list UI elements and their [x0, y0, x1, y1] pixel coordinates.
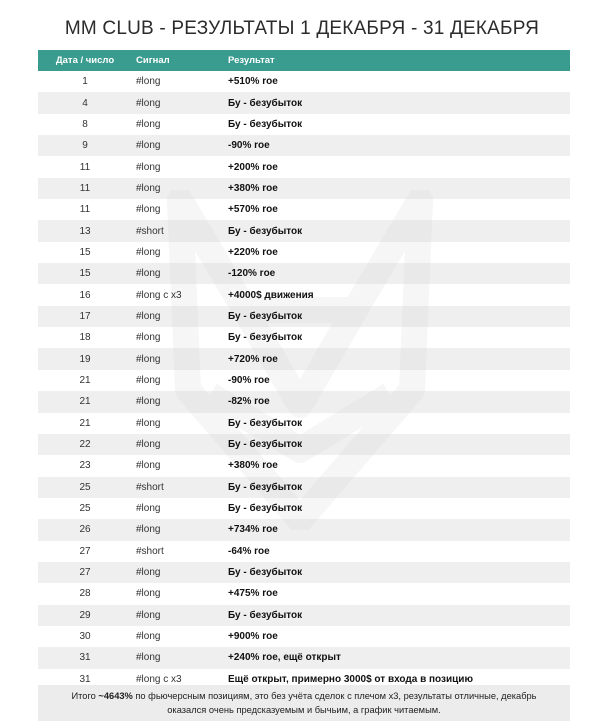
cell-date: 11: [38, 156, 132, 177]
cell-date: 13: [38, 220, 132, 241]
cell-result: Бу - безубыток: [224, 562, 570, 583]
cell-signal: #long: [132, 583, 224, 604]
cell-result: +570% roe: [224, 199, 570, 220]
table-row: [38, 562, 570, 583]
summary-line-2: оказался очень предсказуемым и бычьим, а график читаемым.: [167, 705, 441, 715]
cell-date: 21: [38, 391, 132, 412]
table-row: [38, 284, 570, 305]
cell-signal: #long с x3: [132, 669, 224, 690]
cell-signal: #long: [132, 626, 224, 647]
cell-date: 21: [38, 370, 132, 391]
cell-date: 18: [38, 327, 132, 348]
cell-date: 11: [38, 178, 132, 199]
cell-date: 27: [38, 562, 132, 583]
cell-signal: #long: [132, 135, 224, 156]
cell-signal: #long: [132, 156, 224, 177]
cell-signal: #long: [132, 370, 224, 391]
cell-result: Бу - безубыток: [224, 92, 570, 113]
table-row: [38, 477, 570, 498]
table-row: [38, 647, 570, 668]
cell-signal: #long: [132, 327, 224, 348]
summary-note: [38, 685, 570, 721]
cell-signal: #long: [132, 605, 224, 626]
cell-date: 31: [38, 669, 132, 690]
cell-result: +240% roe, ещё открыт: [224, 647, 570, 668]
cell-result: Бу - безубыток: [224, 605, 570, 626]
table-row: [38, 605, 570, 626]
cell-signal: #long: [132, 562, 224, 583]
cell-signal: #long: [132, 391, 224, 412]
cell-result: -82% roe: [224, 391, 570, 412]
table-row: [38, 242, 570, 263]
cell-result: +510% roe: [224, 71, 570, 92]
cell-signal: #long: [132, 263, 224, 284]
cell-date: 28: [38, 583, 132, 604]
cell-date: 9: [38, 135, 132, 156]
cell-date: 21: [38, 413, 132, 434]
cell-result: Бу - безубыток: [224, 498, 570, 519]
table-row: [38, 370, 570, 391]
cell-signal: #long: [132, 199, 224, 220]
cell-result: Бу - безубыток: [224, 434, 570, 455]
cell-date: 23: [38, 455, 132, 476]
cell-signal: #long с x3: [132, 284, 224, 305]
table-row: [38, 413, 570, 434]
cell-signal: #short: [132, 220, 224, 241]
summary-total: ~4643%: [98, 691, 133, 701]
cell-result: -90% roe: [224, 370, 570, 391]
cell-result: +380% roe: [224, 455, 570, 476]
cell-date: 22: [38, 434, 132, 455]
table-row: [38, 306, 570, 327]
cell-signal: #long: [132, 455, 224, 476]
cell-result: -120% roe: [224, 263, 570, 284]
cell-signal: #long: [132, 519, 224, 540]
cell-date: 8: [38, 114, 132, 135]
cell-date: 31: [38, 647, 132, 668]
cell-date: 16: [38, 284, 132, 305]
cell-date: 17: [38, 306, 132, 327]
cell-date: 25: [38, 498, 132, 519]
header-signal: Сигнал: [132, 50, 224, 71]
table-row: [38, 92, 570, 113]
table-row: [38, 199, 570, 220]
table-row: [38, 498, 570, 519]
summary-line1-rest: по фьючерсным позициям, это без учёта сделок с плечом x3, результаты отличные, декабрь: [132, 691, 537, 701]
cell-result: -64% roe: [224, 541, 570, 562]
cell-date: 4: [38, 92, 132, 113]
cell-result: +4000$ движения: [224, 284, 570, 305]
cell-result: Бу - безубыток: [224, 327, 570, 348]
cell-date: 1: [38, 71, 132, 92]
table-row: [38, 156, 570, 177]
cell-date: 15: [38, 242, 132, 263]
results-table: [38, 50, 570, 690]
cell-result: +475% roe: [224, 583, 570, 604]
cell-signal: #long: [132, 647, 224, 668]
table-row: [38, 327, 570, 348]
table-row: [38, 434, 570, 455]
table-row: [38, 178, 570, 199]
table-row: [38, 626, 570, 647]
cell-result: +720% roe: [224, 348, 570, 369]
header-result: Результат: [224, 50, 570, 71]
cell-result: Ещё открыт, примерно 3000$ от входа в позицию: [224, 669, 570, 690]
cell-result: +220% roe: [224, 242, 570, 263]
table-row: [38, 114, 570, 135]
cell-signal: #long: [132, 71, 224, 92]
cell-signal: #long: [132, 498, 224, 519]
cell-date: 27: [38, 541, 132, 562]
cell-signal: #long: [132, 114, 224, 135]
cell-signal: #long: [132, 92, 224, 113]
table-row: [38, 391, 570, 412]
cell-signal: #long: [132, 413, 224, 434]
cell-signal: #short: [132, 477, 224, 498]
cell-date: 25: [38, 477, 132, 498]
cell-date: 15: [38, 263, 132, 284]
cell-result: Бу - безубыток: [224, 306, 570, 327]
cell-result: +734% roe: [224, 519, 570, 540]
table-row: [38, 455, 570, 476]
page-title: MM CLUB - РЕЗУЛЬТАТЫ 1 ДЕКАБРЯ - 31 ДЕКАБРЯ: [64, 18, 540, 39]
cell-signal: #long: [132, 348, 224, 369]
cell-signal: #short: [132, 541, 224, 562]
cell-result: -90% roe: [224, 135, 570, 156]
summary-line-1: [38, 689, 570, 703]
table-row: [38, 135, 570, 156]
cell-date: 30: [38, 626, 132, 647]
table-row: [38, 583, 570, 604]
table-row: [38, 71, 570, 92]
table-row: [38, 519, 570, 540]
cell-result: Бу - безубыток: [224, 413, 570, 434]
cell-result: +200% roe: [224, 156, 570, 177]
table-row: [38, 348, 570, 369]
cell-result: Бу - безубыток: [224, 477, 570, 498]
cell-result: Бу - безубыток: [224, 114, 570, 135]
cell-signal: #long: [132, 306, 224, 327]
cell-signal: #long: [132, 242, 224, 263]
cell-result: Бу - безубыток: [224, 220, 570, 241]
cell-signal: #long: [132, 178, 224, 199]
cell-signal: #long: [132, 434, 224, 455]
cell-date: 29: [38, 605, 132, 626]
table-row: [38, 220, 570, 241]
table-header-row: [38, 50, 570, 71]
cell-date: 26: [38, 519, 132, 540]
table-row: [38, 263, 570, 284]
cell-date: 19: [38, 348, 132, 369]
header-date: Дата / число: [38, 50, 132, 71]
cell-result: +900% roe: [224, 626, 570, 647]
summary-prefix: Итого: [71, 691, 99, 701]
cell-result: +380% roe: [224, 178, 570, 199]
cell-date: 11: [38, 199, 132, 220]
table-row: [38, 541, 570, 562]
